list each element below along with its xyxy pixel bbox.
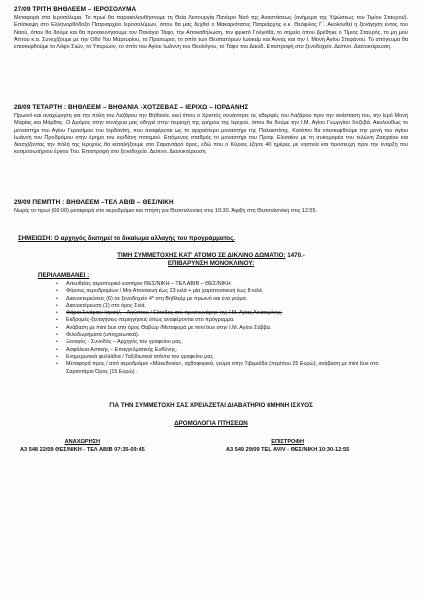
price-line (14, 252, 408, 260)
flights-title: ΔΡΟΜΟΛΟΓΙΑ ΠΤΗΣΕΩΝ (174, 419, 248, 427)
list-item-text: Φάραι Σινάραιν Ισραήλ – Αιγύπτου / Είσοδος στο προσκυνάρηο της Ι.Μ. Αγίας Αικατερίνης. (66, 310, 283, 317)
list-item (56, 347, 408, 354)
day-title: 28/09 ΤΕΤΑΡΤΗ : ΒΗΘΛΕΕΜ – ΒΗΘΑΝΙΑ -ΧΟΤΖΕΒΑΣ – ΙΕΡΙΧΩ – ΙΟΡΔΑΝΗΣ (14, 104, 249, 111)
itinerary-day-28-09 (14, 104, 408, 195)
single-room-surcharge: ΕΠΙΒΑΡΥΝΣΗ ΜΟΝΟΚΛΙΝΟΥ: (167, 260, 255, 267)
bullet-icon: • (56, 361, 58, 368)
itinerary-day-29-09 (14, 199, 408, 229)
bullet-icon: • (56, 302, 58, 309)
list-item-text: Ασφάλεια Αστικής – Επαγγελματικής Ευθύνης. (66, 346, 178, 353)
price-label: ΤΙΜΗ ΣΥΜΜΕΤΟΧΗΣ ΚΑΤ' ΑΤΟΜΟ ΣΕ ΔΙΚΛΙΝΟ ΔΩΜΑΤΙΟ: (117, 252, 286, 259)
day-description: Μεταφορά στα Ιεροσόλυμα. Το πρωί θα παρακολουθήσουμε τη Θεία Λειτουργία Πανίερο Ναό της Αναστάσεως (ανήμερα της Υψώσεως του Τιμίου Σταυρού). Επίσκεψη στο Ελληνορθόδοξο Πατριαρχείο Ιεροσολύμων, όπου θα μας δεχθεί ο Μακαριότατος Πατριάρχης κ.κ. Θεόφιλος Γ΄. Ακολουθεί η ξενάγηση εντος του Ναού, όπου θα δούμε και θα προσκυνήσουμε τον Πανάγιο Τάφο, την Αποκαθήλωση, τον φρικτό Γολγοθά, το σημείο όπου βρέθηκε ο Τίμιος Σταυρός, το μη μου Άπτου κ.α. Συνεχίζουμε με την Οδό Του Μαρτυρίου, το Πραιτώριο, το σπίτι των Θεοπατόρων Ιωακείμ και Άννας και την Ι. Μονή Αγίου Στεφάνου. Το απόγευμα θα επισκεφθούμε το Λόφο Σιών, το Υπερώον, το σπίτι του Αγίου Ιωάννη του Θεολόγου, το Τάφο του Δαυίδ. Επιστροφή στο ξενοδοχείο. Δείπνο. Διανυκτέρευση. (14, 15, 408, 51)
return-label: ΕΠΙΣΤΡΟΦΗ (271, 438, 305, 445)
bullet-icon: • (56, 310, 58, 317)
list-item (56, 325, 408, 332)
includes-title: ΠΕΡΙΛΑΜΒΑΝΕΙ : (38, 272, 90, 279)
list-item (56, 317, 408, 324)
bullet-icon: • (56, 324, 58, 331)
bullet-icon: • (56, 281, 58, 287)
list-item-text: Εκδρομές-ξεναγήσεις-περιηγήσεις όπως αναφέρονται στο πρόγραμμα. (66, 317, 235, 324)
program-change-note: ΣΗΜΕΙΩΣΗ: Ο αρχηγός διατηρεί το δικαίωμα αλλαγής του προγράμματος. (18, 235, 236, 242)
passport-requirement: ΓΙΑ ΤΗΝ ΣΥΜΜΕΤΟΧΗ ΣΑΣ ΧΡΕΙΑΖΕΤΑΙ ΔΙΑΒΑΤΗΡΙΟ 6ΜΗΝΗ ΙΣΧΥΟΣ (109, 401, 313, 409)
list-item (56, 361, 408, 376)
price-value: 1470.- (287, 252, 305, 259)
day-description: Πρωινό και αναχώρηση για την πόλη του Λαζάρου την Βηθανία, εκεί όπου ο Χριστός συνάντησε τις αδερφές του Λαζάρου πριν την ανάσταση του, την Ιερό Μονή Μαρίας και Μάρθας .Ο Δρόμος στην συνέχεια μας οδηγεί στην περιοχή της ερήμου της Ιεριχού, όπου θα δούμε την Ι.Μ. Αγίου Γεωργίου Χοζεβά. Ακολούθως το μοναστήρι του Αγίου Γερασίμου του Ιορδανίτη, που αναφέρεται ως το αρχαιότερο μοναστήρι της Παλαιστίνης. Κατόπιν θα επισκεφθούμε την μονή του αγίου Ιωάννη του Προδρόμου στην έρημο του ιορδάνη ποταμού. Επόμενος σταθμός το μοναστήρι του Προφ. Ελισαίου με τη συκομορέα του τελώνη Ζακχαίου και διασχίζοντας την πόλη της Ιεριχούς θα καταλήξουμε στο Σαραντάρο όρος, εδώ που ο Κύριος έζησε 40 ημέρες με νηστεία και προσευχή πριν την έναρξη του κοσμοσωτήριου έργου Του. Επιστροφή στο ξενοδοχείο. Δείπνο. Διανυκτέρευση. (14, 113, 408, 156)
list-item-text: Απευθείας αεροπορικό εισιτήριο ΘΕΣ/ΝΙΚΗ – ΤΕΛ ΑΒΙΒ – ΘΕΣ/ΝΙΚΗ (66, 281, 231, 287)
list-item-text: Διανυκτέρευση (1) στο όρος Σινά. (66, 302, 146, 309)
bullet-icon: • (56, 317, 58, 324)
list-item-text: Ξεναγός - Συνοδός – Αρχηγός του γραφείου μας. (66, 339, 183, 346)
list-item-text: Μεταφορά προς / από αεροδρόμιο «Μακεδονία», αχθοφορικά, γεύμα στην Τιβεριάδα (περίπου 25 Ευρώ), ανάβαση με mini bus στο Σαραντάριο Όρος (15 Ευρώ) . (66, 361, 379, 375)
bullet-icon: • (56, 339, 58, 346)
bullet-icon: • (56, 332, 58, 339)
list-item-text: Ανάβαση με mini bus στο όρος Θαβώρ /Μεταφορά με mini bus στην Ι.Μ. Αγίου Σάββα. (66, 324, 272, 331)
list-item-text: Ενημερωτικά φυλλάδια / Ταξιδιωτικά τσάντα του γραφείου μας. (66, 353, 215, 360)
bullet-icon: • (56, 346, 58, 353)
outbound-label: ΑΝΑΧΩΡΗΣΗ (64, 438, 101, 445)
bullet-icon: • (56, 353, 58, 360)
list-item (56, 296, 408, 303)
outbound-detail: A3 548 22/09 ΘΕΣ/ΝΙΚΗ - ΤΕΛ ΑΒΙΒ 07:35-09:45 (20, 446, 145, 453)
day-description: Νωρίς το πρωί (06:00) μεταφορά στο αεροδρόμιο και πτήση για Θεσσαλονίκη στις 10:30. Άφιξη στη Θεσσαλονίκη στις 12:55. (14, 208, 318, 214)
includes-list (56, 281, 408, 376)
day-title: 27/09 ΤΡΙΤΗ ΒΗΘΛΕΕΜ – ΙΕΡΟΣΟΛΥΜΑ (14, 6, 137, 13)
list-item (56, 339, 408, 346)
bullet-icon: • (56, 295, 58, 302)
itinerary-day-27-09 (14, 6, 408, 100)
list-item-text: Φιλοδωρήματα (υποχρεωτικά). (66, 332, 140, 339)
bullet-icon: • (56, 288, 58, 295)
list-item-text: Διανυκτερεύσεις (6) σε ξενοδοχείο 4* στη Βηθλεέμ με πρωινό και ένα γεύμα. (66, 295, 248, 302)
day-title: 29/09 ΠΕΜΠΤΗ : ΒΗΘΛΕΕΜ –ΤΕΛ ΑΒΙΒ – ΘΕΣ/ΝΙΚΗ (14, 199, 174, 206)
flight-schedule (14, 438, 408, 468)
list-item (56, 288, 408, 295)
outbound-flight (20, 438, 145, 454)
return-flight (226, 438, 349, 454)
return-detail: A3 549 29/09 TEL AVIV - ΘΕΣ/ΝΙΚΗ 10:30-12:55 (226, 446, 350, 453)
list-item-text: Φόρους αεροδρομίων / Μια Αποσκευή έως 23 κιλά + μία χειραποσκευή έως 8 κιλά. (66, 288, 264, 295)
